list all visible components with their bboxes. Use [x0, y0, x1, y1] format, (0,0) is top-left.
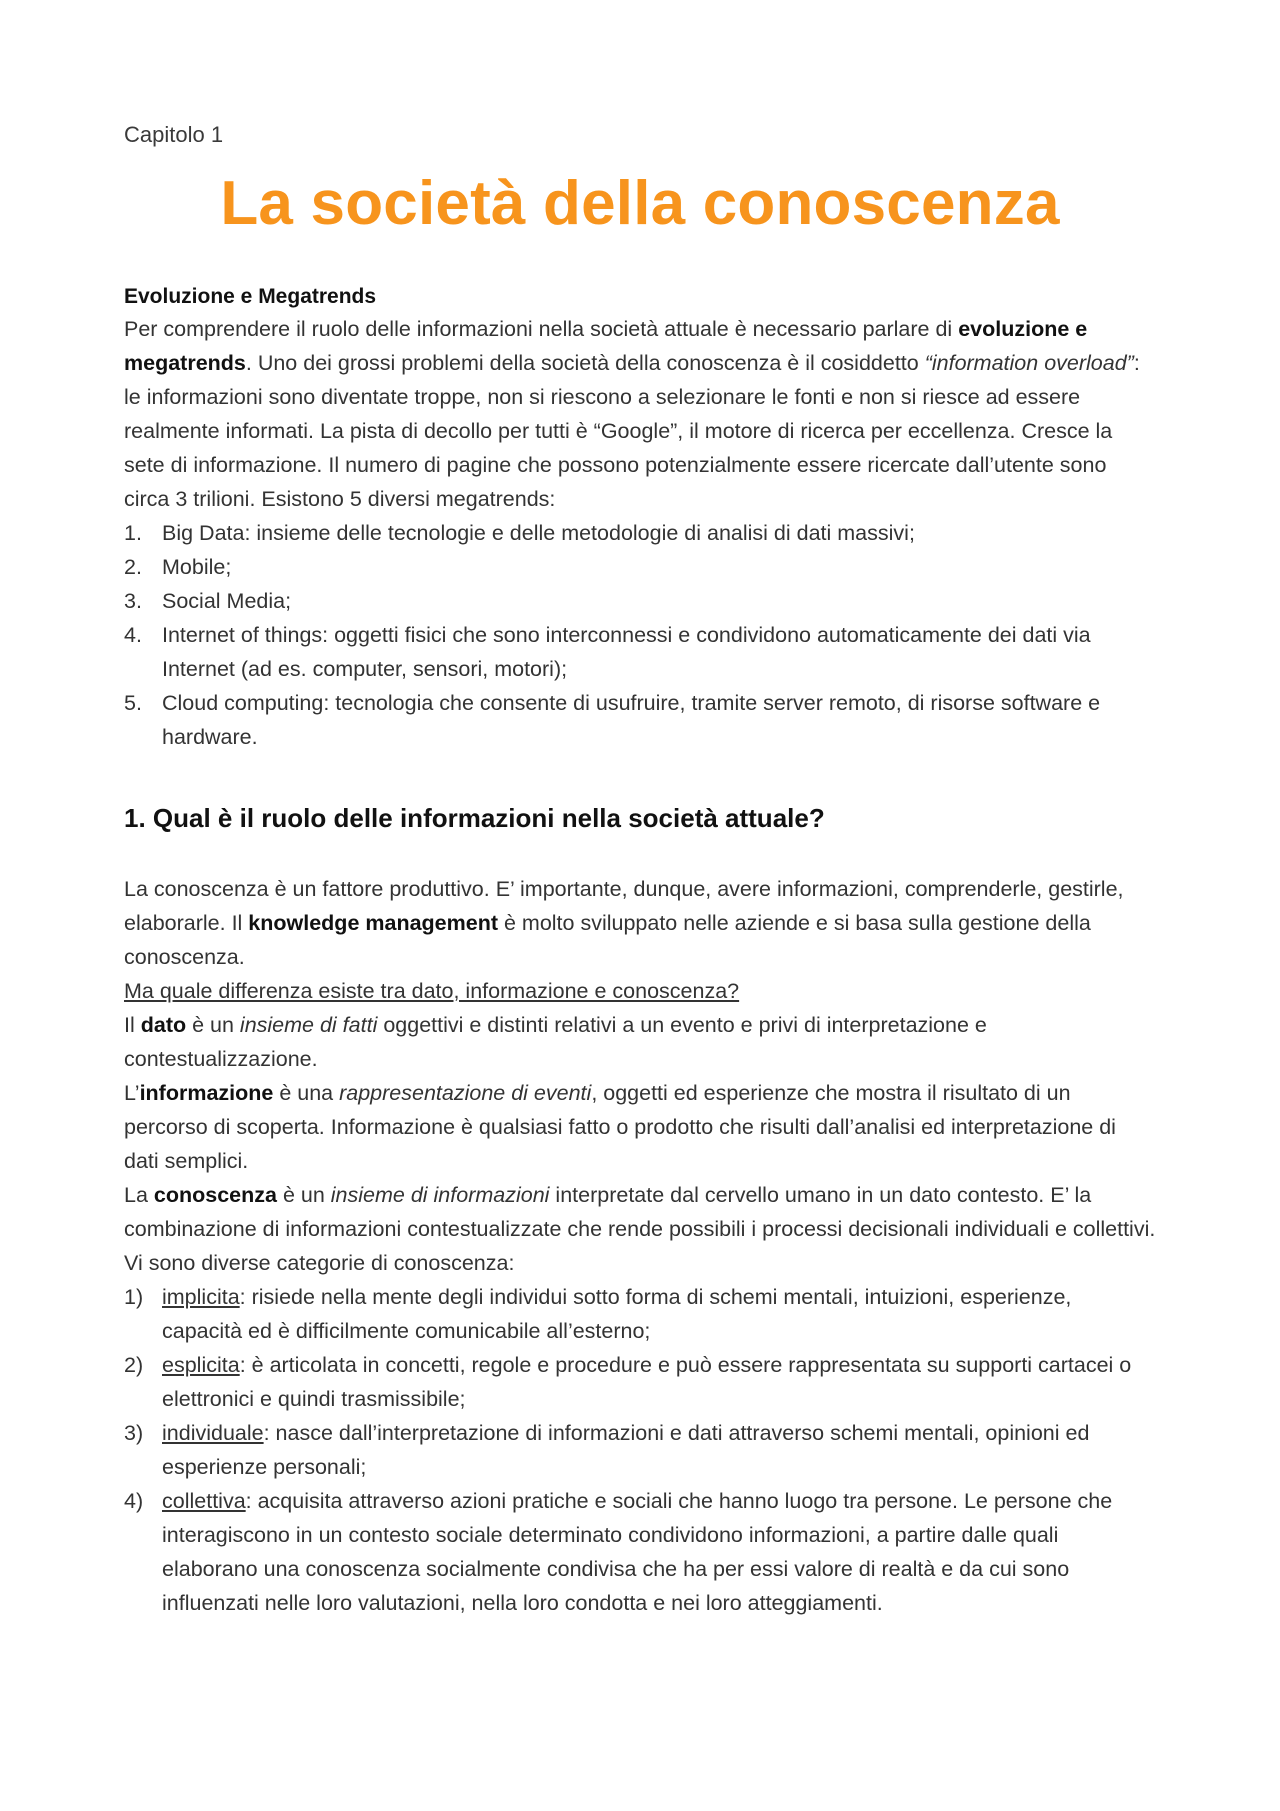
text-run: . Uno dei grossi problemi della società della conoscenza è il cosiddetto: [245, 351, 925, 375]
conoscenza-paragraph: [124, 1178, 1156, 1280]
list-text: Internet of things: oggetti fisici che sono interconnessi e condividono automaticamente dei dati via Internet (ad es. computer, sensori, motori);: [162, 623, 1091, 681]
text-run: La conoscenza è un fattore produttivo. E’ importante, dunque, avere informazioni, comprenderle, gestirle, elaborarle. Il: [124, 877, 1124, 935]
category-term: individuale: [162, 1421, 264, 1445]
list-item: [124, 1484, 1156, 1620]
italic-term: rappresentazione di eventi: [339, 1081, 592, 1105]
dato-paragraph: [124, 1008, 1156, 1076]
question-heading: 1. Qual è il ruolo delle informazioni nella società attuale?: [124, 803, 825, 833]
list-number: 3): [124, 1421, 144, 1445]
text-run: : le informazioni sono diventate troppe, non si riescono a selezionare le fonti e non si riesce ad essere realmente informati. La pista di decollo per tutti è “Google”, il motore di ricerca per eccellenza. Cresce la sete di informazione. Il numero di pagine che possono potenzialmente essere ricercate dall’utente sono circa 3 trilioni. Esistono 5 diversi megatrends:: [124, 351, 1140, 511]
sub-question: Ma quale differenza esiste tra dato, informazione e conoscenza?: [124, 979, 740, 1003]
bold-term: evoluzione e megatrends: [124, 317, 1088, 375]
category-term: implicita: [162, 1285, 240, 1309]
list-text: Mobile;: [162, 555, 232, 579]
category-term: esplicita: [162, 1353, 240, 1377]
section-ruolo: [124, 872, 1156, 1620]
list-number: 4.: [124, 623, 142, 647]
list-number: 3.: [124, 589, 142, 613]
text-run: è una: [273, 1081, 340, 1105]
text-run: L’: [124, 1081, 140, 1105]
list-text: Cloud computing: tecnologia che consente di usufruire, tramite server remoto, di risorse software e hardware.: [162, 691, 1101, 749]
page-title: La società della conoscenza: [220, 169, 1060, 238]
list-item: [124, 618, 1156, 686]
bold-term: knowledge management: [248, 911, 498, 935]
italic-term: insieme di fatti: [239, 1013, 378, 1037]
section-heading: Evoluzione e Megatrends: [124, 285, 377, 308]
text-run: Il: [124, 1013, 141, 1037]
list-text: : è articolata in concetti, regole e procedure e può essere rappresentata su supporti cartacei o elettronici e quindi trasmissibile;: [162, 1353, 1132, 1411]
list-item: [124, 686, 1156, 754]
text-run: è un: [276, 1183, 331, 1207]
bold-term: dato: [140, 1013, 187, 1037]
list-item: [124, 1416, 1156, 1484]
list-number: 2.: [124, 555, 142, 579]
italic-term: “information overload”: [924, 351, 1134, 375]
list-number: 2): [124, 1353, 144, 1377]
list-text: : nasce dall’interpretazione di informazioni e dati attraverso schemi mentali, opinioni ed esperienze personali;: [162, 1421, 1090, 1479]
list-text: : risiede nella mente degli individui sotto forma di schemi mentali, intuizioni, esperienze, capacità ed è difficilmente comunicabile all’esterno;: [162, 1285, 1072, 1343]
categories-list: [124, 1280, 1156, 1620]
list-item: [124, 516, 1156, 550]
list-number: 1): [124, 1285, 144, 1309]
text-run: è un: [186, 1013, 240, 1037]
list-number: 4): [124, 1489, 144, 1513]
bold-term: informazione: [139, 1081, 274, 1105]
list-item: [124, 1348, 1156, 1416]
text-run: interpretate dal cervello umano in un dato contesto. E’ la combinazione di informazioni contestualizzate che rende possibili i processi decisionali individuali e collettivi. Vi sono diverse categorie di conoscenza:: [124, 1183, 1156, 1275]
list-item: [124, 1280, 1156, 1348]
text-run: , oggetti ed esperienze che mostra il risultato di un percorso di scoperta. Informazione è qualsiasi fatto o prodotto che risulti dall’analisi ed interpretazione di dati semplici.: [124, 1081, 1116, 1173]
megatrends-list: [124, 516, 1156, 754]
list-number: 5.: [124, 691, 142, 715]
informazione-paragraph: [124, 1076, 1156, 1178]
list-text: Big Data: insieme delle tecnologie e delle metodologie di analisi di dati massivi;: [162, 521, 915, 545]
italic-term: insieme di informazioni: [330, 1183, 550, 1207]
bold-term: conoscenza: [153, 1183, 277, 1207]
list-item: [124, 584, 1156, 618]
list-number: 1.: [124, 521, 142, 545]
section-evoluzione: [124, 282, 1156, 754]
text-run: è molto sviluppato nelle aziende e si basa sulla gestione della conoscenza.: [124, 911, 1091, 969]
list-item: [124, 550, 1156, 584]
text-run: oggettivi e distinti relativi a un evento e privi di interpretazione e contestualizzazione.: [124, 1013, 987, 1071]
knowledge-paragraph: [124, 872, 1156, 974]
intro-paragraph: [124, 312, 1156, 516]
category-term: collettiva: [162, 1489, 246, 1513]
list-text: : acquisita attraverso azioni pratiche e sociali che hanno luogo tra persone. Le persone che interagiscono in un contesto sociale determinato condividono informazioni, a partire dalle quali elaborano una conoscenza socialmente condivisa che ha per essi valore di realtà e da cui sono influenzati nelle loro valutazioni, nella loro condotta e nei loro atteggiamenti.: [162, 1489, 1113, 1615]
text-run: La: [124, 1183, 154, 1207]
list-text: Social Media;: [162, 589, 292, 613]
text-run: Per comprendere il ruolo delle informazioni nella società attuale è necessario parlare di: [124, 317, 959, 341]
chapter-label: Capitolo 1: [124, 122, 224, 147]
